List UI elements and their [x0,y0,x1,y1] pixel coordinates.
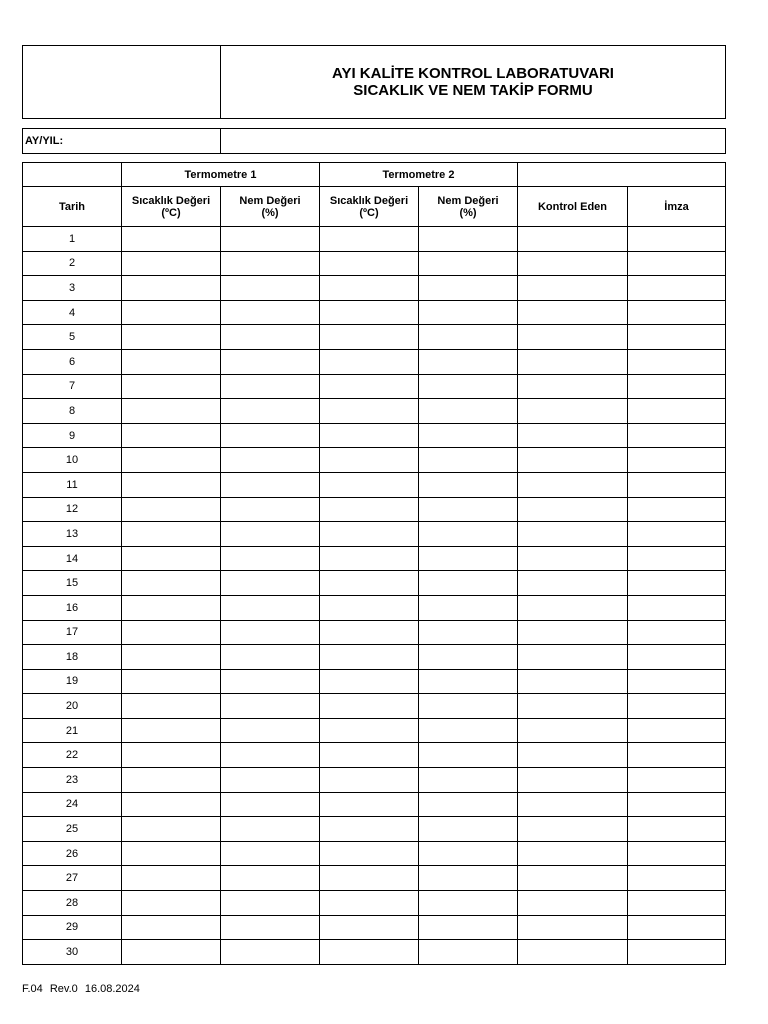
table-row [23,472,726,497]
date-cell: 2 [23,251,122,276]
t1-temperature-cell[interactable] [122,669,221,694]
checked-by-cell[interactable] [518,546,628,571]
table-row [23,374,726,399]
checked-by-cell[interactable] [518,227,628,252]
t1-humidity-cell[interactable] [221,374,320,399]
date-cell: 18 [23,645,122,670]
t2-temperature-cell[interactable] [320,448,419,473]
t2-temperature-cell[interactable] [320,841,419,866]
checked-by-cell[interactable] [518,694,628,719]
table-row [23,620,726,645]
t1-humidity-cell[interactable] [221,915,320,940]
table-row [23,915,726,940]
date-cell: 3 [23,276,122,301]
checked-by-cell[interactable] [518,472,628,497]
t1-humidity-cell[interactable] [221,399,320,424]
t2-temperature-cell[interactable] [320,645,419,670]
signature-cell[interactable] [628,399,726,424]
t1-temperature-cell[interactable] [122,743,221,768]
t1-temperature-cell[interactable] [122,792,221,817]
t2-humidity-cell[interactable] [419,743,518,768]
table-row [23,645,726,670]
table-row [23,325,726,350]
table-row [23,423,726,448]
t2-temperature-cell[interactable] [320,325,419,350]
t1-temperature-cell[interactable] [122,251,221,276]
t1-humidity-cell[interactable] [221,497,320,522]
t2-humidity-cell[interactable] [419,325,518,350]
t1-temperature-cell[interactable] [122,571,221,596]
t2-temperature-cell[interactable] [320,866,419,891]
logo-cell [23,46,221,119]
t1-humidity-cell[interactable] [221,227,320,252]
signature-cell[interactable] [628,276,726,301]
checked-by-cell[interactable] [518,300,628,325]
date-cell: 13 [23,522,122,547]
footer [22,983,144,995]
col-t2-temperature [320,187,419,227]
t2-temperature-cell[interactable] [320,374,419,399]
date-cell: 20 [23,694,122,719]
t2-temperature-cell[interactable] [320,915,419,940]
t1-humidity-cell[interactable] [221,276,320,301]
t1-humidity-cell[interactable] [221,546,320,571]
table-row [23,571,726,596]
date-cell: 12 [23,497,122,522]
t2-temperature-cell[interactable] [320,472,419,497]
table-row [23,768,726,793]
signature-cell[interactable] [628,792,726,817]
t2-humidity-cell[interactable] [419,817,518,842]
date-cell: 7 [23,374,122,399]
t2-humidity-cell[interactable] [419,620,518,645]
t2-temperature-cell[interactable] [320,940,419,965]
t1-humidity-cell[interactable] [221,522,320,547]
header-table [22,45,726,119]
table-row [23,448,726,473]
t2-temperature-cell[interactable] [320,571,419,596]
col-t1-temperature-unit: (ºC) [161,206,181,219]
t1-humidity-cell[interactable] [221,891,320,916]
t1-temperature-cell[interactable] [122,940,221,965]
signature-cell[interactable] [628,743,726,768]
t1-humidity-cell[interactable] [221,817,320,842]
table-row [23,546,726,571]
checked-by-cell[interactable] [518,448,628,473]
t2-humidity-cell[interactable] [419,448,518,473]
t2-humidity-cell[interactable] [419,940,518,965]
signature-cell[interactable] [628,374,726,399]
month-year-label: AY/YIL: [23,129,221,154]
month-year-table [22,128,726,154]
table-row [23,792,726,817]
t2-temperature-cell[interactable] [320,251,419,276]
t1-humidity-cell[interactable] [221,841,320,866]
t2-humidity-cell[interactable] [419,915,518,940]
t1-temperature-cell[interactable] [122,546,221,571]
table-row [23,817,726,842]
t2-humidity-cell[interactable] [419,792,518,817]
t2-temperature-cell[interactable] [320,669,419,694]
signature-cell[interactable] [628,891,726,916]
checked-by-cell[interactable] [518,817,628,842]
signature-cell[interactable] [628,694,726,719]
t2-temperature-cell[interactable] [320,522,419,547]
t2-temperature-cell[interactable] [320,300,419,325]
t1-humidity-cell[interactable] [221,349,320,374]
date-cell: 26 [23,841,122,866]
signature-cell[interactable] [628,669,726,694]
date-cell: 6 [23,349,122,374]
title-line-2: SICAKLIK VE NEM TAKİP FORMU [353,82,593,99]
t1-temperature-cell[interactable] [122,595,221,620]
checked-by-cell[interactable] [518,841,628,866]
table-row [23,522,726,547]
signature-cell[interactable] [628,841,726,866]
col-checked-by: Kontrol Eden [518,187,628,227]
t2-temperature-cell[interactable] [320,276,419,301]
date-cell: 9 [23,423,122,448]
t2-humidity-cell[interactable] [419,497,518,522]
table-row [23,841,726,866]
table-row [23,399,726,424]
t2-temperature-cell[interactable] [320,497,419,522]
t2-humidity-cell[interactable] [419,251,518,276]
signature-cell[interactable] [628,915,726,940]
t1-humidity-cell[interactable] [221,866,320,891]
t1-temperature-cell[interactable] [122,522,221,547]
group-empty-right [518,163,726,187]
thermometer-2-header: Termometre 2 [320,163,518,187]
checked-by-cell[interactable] [518,940,628,965]
date-cell: 10 [23,448,122,473]
col-t2-temperature-label: Sıcaklık Değeri [329,194,409,207]
t2-temperature-cell[interactable] [320,423,419,448]
table-row [23,940,726,965]
checked-by-cell[interactable] [518,571,628,596]
col-t1-humidity-unit: (%) [261,206,279,219]
t2-temperature-cell[interactable] [320,891,419,916]
t1-temperature-cell[interactable] [122,497,221,522]
t1-temperature-cell[interactable] [122,891,221,916]
t1-humidity-cell[interactable] [221,300,320,325]
t1-temperature-cell[interactable] [122,768,221,793]
footer-date: 16.08.2024 [84,983,140,995]
t2-humidity-cell[interactable] [419,718,518,743]
table-row [23,866,726,891]
checked-by-cell[interactable] [518,645,628,670]
table-row [23,595,726,620]
checked-by-cell[interactable] [518,669,628,694]
t2-humidity-cell[interactable] [419,399,518,424]
table-row [23,669,726,694]
checked-by-cell[interactable] [518,866,628,891]
t2-temperature-cell[interactable] [320,620,419,645]
signature-cell[interactable] [628,940,726,965]
date-cell: 5 [23,325,122,350]
signature-cell[interactable] [628,522,726,547]
col-t2-humidity [419,187,518,227]
t1-temperature-cell[interactable] [122,399,221,424]
t2-temperature-cell[interactable] [320,546,419,571]
t1-humidity-cell[interactable] [221,669,320,694]
checked-by-cell[interactable] [518,423,628,448]
t1-humidity-cell[interactable] [221,325,320,350]
t2-temperature-cell[interactable] [320,768,419,793]
table-row [23,251,726,276]
column-header-row [23,187,726,227]
t1-humidity-cell[interactable] [221,718,320,743]
t1-temperature-cell[interactable] [122,472,221,497]
t1-temperature-cell[interactable] [122,694,221,719]
t1-humidity-cell[interactable] [221,423,320,448]
col-t1-temperature [122,187,221,227]
group-header-row [23,163,726,187]
checked-by-cell[interactable] [518,792,628,817]
t2-humidity-cell[interactable] [419,891,518,916]
signature-cell[interactable] [628,866,726,891]
t1-humidity-cell[interactable] [221,251,320,276]
t1-temperature-cell[interactable] [122,866,221,891]
table-row [23,891,726,916]
t2-temperature-cell[interactable] [320,349,419,374]
date-cell: 11 [23,472,122,497]
checked-by-cell[interactable] [518,251,628,276]
checked-by-cell[interactable] [518,325,628,350]
col-t2-humidity-label: Nem Değeri [437,194,499,207]
checked-by-cell[interactable] [518,891,628,916]
t1-humidity-cell[interactable] [221,694,320,719]
date-cell: 8 [23,399,122,424]
col-signature: İmza [628,187,726,227]
t2-temperature-cell[interactable] [320,227,419,252]
col-t2-temperature-unit: (ºC) [359,206,379,219]
t2-humidity-cell[interactable] [419,349,518,374]
t2-humidity-cell[interactable] [419,227,518,252]
t2-humidity-cell[interactable] [419,768,518,793]
checked-by-cell[interactable] [518,595,628,620]
signature-cell[interactable] [628,497,726,522]
signature-cell[interactable] [628,645,726,670]
t2-temperature-cell[interactable] [320,817,419,842]
t1-temperature-cell[interactable] [122,448,221,473]
t2-temperature-cell[interactable] [320,718,419,743]
t2-humidity-cell[interactable] [419,669,518,694]
t2-humidity-cell[interactable] [419,374,518,399]
t2-humidity-cell[interactable] [419,300,518,325]
t2-humidity-cell[interactable] [419,522,518,547]
t1-humidity-cell[interactable] [221,792,320,817]
t1-humidity-cell[interactable] [221,743,320,768]
table-row [23,349,726,374]
date-cell: 25 [23,817,122,842]
signature-cell[interactable] [628,251,726,276]
thermometer-1-header: Termometre 1 [122,163,320,187]
checked-by-cell[interactable] [518,620,628,645]
checked-by-cell[interactable] [518,497,628,522]
date-cell: 22 [23,743,122,768]
t2-humidity-cell[interactable] [419,866,518,891]
title-line-1: AYI KALİTE KONTROL LABORATUVARI [332,65,614,82]
footer-revision: Rev.0 [49,983,78,995]
table-row [23,694,726,719]
checked-by-cell[interactable] [518,349,628,374]
signature-cell[interactable] [628,448,726,473]
col-date: Tarih [23,187,122,227]
col-t1-temperature-label: Sıcaklık Değeri [131,194,211,207]
t2-humidity-cell[interactable] [419,546,518,571]
t2-temperature-cell[interactable] [320,399,419,424]
form-title [221,46,726,119]
t2-temperature-cell[interactable] [320,694,419,719]
t1-humidity-cell[interactable] [221,768,320,793]
date-cell: 19 [23,669,122,694]
t2-humidity-cell[interactable] [419,694,518,719]
date-cell: 28 [23,891,122,916]
t1-temperature-cell[interactable] [122,645,221,670]
checked-by-cell[interactable] [518,915,628,940]
signature-cell[interactable] [628,817,726,842]
t2-humidity-cell[interactable] [419,423,518,448]
t1-humidity-cell[interactable] [221,472,320,497]
t1-temperature-cell[interactable] [122,718,221,743]
checked-by-cell[interactable] [518,768,628,793]
t1-humidity-cell[interactable] [221,620,320,645]
t1-temperature-cell[interactable] [122,423,221,448]
t1-temperature-cell[interactable] [122,349,221,374]
t2-humidity-cell[interactable] [419,571,518,596]
t1-humidity-cell[interactable] [221,595,320,620]
t1-temperature-cell[interactable] [122,325,221,350]
checked-by-cell[interactable] [518,522,628,547]
signature-cell[interactable] [628,472,726,497]
date-cell: 15 [23,571,122,596]
t1-humidity-cell[interactable] [221,571,320,596]
signature-cell[interactable] [628,768,726,793]
t2-temperature-cell[interactable] [320,595,419,620]
signature-cell[interactable] [628,571,726,596]
date-cell: 27 [23,866,122,891]
signature-cell[interactable] [628,423,726,448]
t2-humidity-cell[interactable] [419,645,518,670]
col-t2-humidity-unit: (%) [459,206,477,219]
t2-humidity-cell[interactable] [419,472,518,497]
signature-cell[interactable] [628,349,726,374]
t1-temperature-cell[interactable] [122,227,221,252]
t1-humidity-cell[interactable] [221,940,320,965]
table-row [23,300,726,325]
date-cell: 21 [23,718,122,743]
table-row [23,276,726,301]
col-t1-humidity [221,187,320,227]
checked-by-cell[interactable] [518,374,628,399]
signature-cell[interactable] [628,718,726,743]
footer-form-code: F.04 [22,983,43,995]
table-row [23,497,726,522]
t2-humidity-cell[interactable] [419,276,518,301]
t1-temperature-cell[interactable] [122,620,221,645]
t1-temperature-cell[interactable] [122,841,221,866]
signature-cell[interactable] [628,620,726,645]
month-year-field[interactable] [221,129,726,154]
date-cell: 1 [23,227,122,252]
table-row [23,227,726,252]
signature-cell[interactable] [628,227,726,252]
tracking-table [22,162,726,965]
group-empty-left [23,163,122,187]
signature-cell[interactable] [628,546,726,571]
signature-cell[interactable] [628,325,726,350]
t1-temperature-cell[interactable] [122,817,221,842]
date-cell: 29 [23,915,122,940]
table-row [23,743,726,768]
t2-temperature-cell[interactable] [320,792,419,817]
t1-temperature-cell[interactable] [122,276,221,301]
date-cell: 16 [23,595,122,620]
checked-by-cell[interactable] [518,399,628,424]
t1-temperature-cell[interactable] [122,915,221,940]
t2-humidity-cell[interactable] [419,595,518,620]
t1-temperature-cell[interactable] [122,300,221,325]
date-cell: 14 [23,546,122,571]
date-cell: 17 [23,620,122,645]
t1-humidity-cell[interactable] [221,645,320,670]
t1-temperature-cell[interactable] [122,374,221,399]
signature-cell[interactable] [628,595,726,620]
col-t1-humidity-label: Nem Değeri [239,194,301,207]
t2-humidity-cell[interactable] [419,841,518,866]
t2-temperature-cell[interactable] [320,743,419,768]
checked-by-cell[interactable] [518,718,628,743]
table-row [23,718,726,743]
t1-humidity-cell[interactable] [221,448,320,473]
date-cell: 23 [23,768,122,793]
signature-cell[interactable] [628,300,726,325]
checked-by-cell[interactable] [518,276,628,301]
date-cell: 30 [23,940,122,965]
date-cell: 24 [23,792,122,817]
checked-by-cell[interactable] [518,743,628,768]
date-cell: 4 [23,300,122,325]
